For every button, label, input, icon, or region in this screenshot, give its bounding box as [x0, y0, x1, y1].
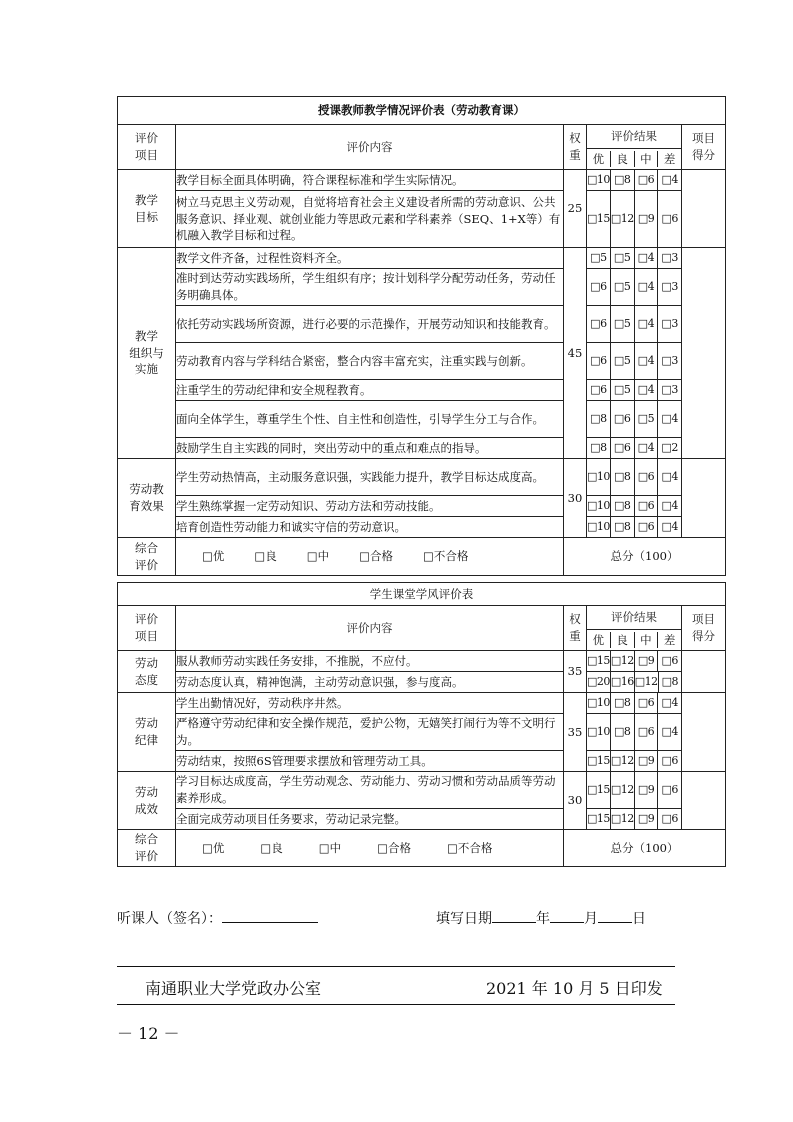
score-checkbox[interactable]: □9: [634, 191, 658, 247]
section-score-cell[interactable]: [682, 651, 726, 693]
score-options: [587, 401, 682, 438]
score-checkbox[interactable]: □10: [587, 696, 610, 709]
header-result: 评价结果: [587, 606, 682, 630]
score-checkbox[interactable]: □10: [587, 470, 610, 483]
score-choice-group: [587, 809, 681, 829]
criterion-text: 学习目标达成度高，学生劳动观念、劳动能力、劳动习惯和劳动品质等劳动素养形成。: [176, 772, 564, 809]
section-score-cell[interactable]: [682, 170, 726, 248]
score-checkbox[interactable]: □20: [587, 675, 610, 688]
score-checkbox[interactable]: □3: [657, 343, 681, 379]
section-name: 教学 目标: [118, 170, 176, 248]
table-row: [118, 343, 726, 380]
score-options: [587, 693, 682, 714]
score-choice-group: [587, 693, 681, 713]
score-choice-group: [587, 248, 681, 268]
grade-label: 优: [592, 632, 605, 647]
score-checkbox[interactable]: □8: [610, 496, 634, 516]
date-line: [436, 908, 646, 928]
score-checkbox[interactable]: □6: [634, 496, 658, 516]
score-checkbox[interactable]: □10: [587, 173, 610, 186]
score-choice-group: [587, 306, 681, 342]
header-result: 评价结果: [587, 125, 682, 149]
page-number: － 12 －: [117, 1024, 180, 1043]
score-checkbox[interactable]: □8: [590, 412, 607, 425]
score-checkbox[interactable]: □9: [634, 809, 658, 829]
criterion-text: 树立马克思主义劳动观，自觉将培育社会主义建设者所需的劳动意识、公共服务意识、择业观、就创业能力等思政元素和学科素养（SEQ、1+X等）有机融入教学目标和过程。: [176, 191, 564, 248]
score-options: [587, 672, 682, 693]
total-score: 总分（100）: [564, 538, 726, 576]
overall-row: [118, 830, 726, 867]
score-checkbox[interactable]: □6: [590, 280, 607, 293]
criterion-text: 面向全体学生，尊重学生个性、自主性和创造性，引导学生分工与合作。: [176, 401, 564, 438]
score-checkbox[interactable]: □8: [590, 441, 607, 454]
score-choice-group: [587, 401, 681, 437]
table-row: [118, 438, 726, 459]
table-row: [118, 496, 726, 517]
grade-labels: [587, 632, 681, 649]
score-checkbox[interactable]: □6: [590, 354, 607, 367]
score-checkbox[interactable]: □5: [610, 269, 634, 305]
year-label: 年: [536, 911, 550, 927]
score-choice-group: [587, 496, 681, 516]
score-checkbox[interactable]: □16: [610, 672, 634, 692]
score-checkbox[interactable]: □12: [610, 191, 634, 247]
table-title: 授课教师教学情况评价表（劳动教育课）: [118, 97, 726, 125]
overall-checkbox[interactable]: □优: [202, 549, 225, 564]
score-choice-group: [587, 517, 681, 537]
grade-labels: [587, 151, 681, 168]
score-choice-group: [587, 343, 681, 379]
score-checkbox[interactable]: □8: [610, 714, 634, 750]
score-checkbox[interactable]: □6: [590, 383, 607, 396]
table-row: [118, 248, 726, 269]
score-checkbox[interactable]: □4: [634, 438, 658, 458]
score-checkbox[interactable]: □4: [657, 496, 681, 516]
overall-checkbox[interactable]: □不合格: [447, 840, 493, 855]
score-checkbox[interactable]: □12: [634, 672, 658, 692]
score-options: [587, 269, 682, 306]
overall-options: [176, 830, 564, 867]
section-weight: 35: [564, 693, 587, 772]
section-score-cell[interactable]: [682, 248, 726, 459]
score-options: [587, 170, 682, 191]
overall-checkbox[interactable]: □中: [306, 549, 330, 564]
score-checkbox[interactable]: □9: [634, 651, 658, 671]
overall-checkbox[interactable]: □良: [260, 840, 283, 855]
grade-header: [587, 630, 682, 651]
criterion-text: 准时到达劳动实践场所，学生组织有序；按计划科学分配劳动任务，劳动任务明确具体。: [176, 269, 564, 306]
score-options: [587, 306, 682, 343]
score-checkbox[interactable]: □6: [657, 191, 681, 247]
signature-label: 听课人（签名）：: [117, 911, 222, 927]
criterion-text: 学生出勤情况好，劳动秩序井然。: [176, 693, 564, 714]
score-options: [587, 343, 682, 380]
criterion-text: 教学目标全面具体明确，符合课程标准和学生实际情况。: [176, 170, 564, 191]
score-checkbox[interactable]: □6: [590, 317, 607, 330]
score-checkbox[interactable]: □5: [610, 380, 634, 400]
score-choice-group: [587, 672, 681, 692]
score-checkbox[interactable]: □3: [657, 306, 681, 342]
overall-checkbox[interactable]: □不合格: [423, 549, 469, 564]
score-choice-group: [587, 714, 681, 750]
score-checkbox[interactable]: □5: [610, 343, 634, 379]
criterion-text: 全面完成劳动项目任务要求，劳动记录完整。: [176, 809, 564, 830]
header-score: 项目 得分: [682, 606, 726, 651]
overall-checkbox[interactable]: □合格: [377, 840, 411, 855]
score-checkbox[interactable]: □15: [587, 812, 610, 825]
score-checkbox[interactable]: □4: [657, 401, 681, 437]
score-choice-group: [587, 751, 681, 771]
section-name: 劳动 态度: [118, 651, 176, 693]
table-row: [118, 517, 726, 538]
overall-options: [176, 538, 564, 576]
score-choice-group: [587, 651, 681, 671]
grade-header: [587, 149, 682, 170]
criterion-text: 注重学生的劳动纪律和安全规程教育。: [176, 380, 564, 401]
overall-checkbox[interactable]: □良: [254, 549, 277, 564]
score-choice-group: [587, 191, 681, 247]
overall-checkbox[interactable]: □中: [318, 840, 342, 855]
score-checkbox[interactable]: □8: [610, 459, 634, 495]
grade-label: 良: [610, 151, 634, 168]
score-checkbox[interactable]: □3: [657, 248, 681, 268]
score-checkbox[interactable]: □6: [634, 714, 658, 750]
table-row: [118, 651, 726, 672]
table-row: [118, 751, 726, 772]
footer-rule-top: [117, 966, 675, 967]
day-blank[interactable]: [598, 909, 632, 923]
table-row: [118, 714, 726, 751]
score-checkbox[interactable]: □5: [590, 251, 607, 264]
table-row: [118, 380, 726, 401]
score-checkbox[interactable]: □6: [634, 170, 658, 190]
score-checkbox[interactable]: □12: [610, 751, 634, 771]
score-checkbox[interactable]: □15: [587, 212, 610, 225]
score-checkbox[interactable]: □12: [610, 772, 634, 808]
score-checkbox[interactable]: □6: [657, 809, 681, 829]
score-options: [587, 809, 682, 830]
grade-label: 差: [657, 151, 681, 168]
section-score-cell[interactable]: [682, 693, 726, 772]
score-checkbox[interactable]: □6: [634, 459, 658, 495]
score-checkbox[interactable]: □8: [610, 693, 634, 713]
month-label: 月: [584, 911, 598, 927]
header-item: 评价 项目: [118, 606, 176, 651]
overall-option-group: [176, 548, 563, 565]
criterion-text: 培育创造性劳动能力和诚实守信的劳动意识。: [176, 517, 564, 538]
section-weight: 30: [564, 459, 587, 538]
score-options: [587, 714, 682, 751]
overall-option-group: [176, 840, 563, 857]
section-score-cell[interactable]: [682, 459, 726, 538]
signature-line: [117, 908, 318, 928]
score-checkbox[interactable]: □10: [587, 499, 610, 512]
score-checkbox[interactable]: □15: [587, 654, 610, 667]
header-weight: 权 重: [564, 606, 587, 651]
header-item: 评价 项目: [118, 125, 176, 170]
score-checkbox[interactable]: □4: [634, 248, 658, 268]
header-score: 项目 得分: [682, 125, 726, 170]
score-checkbox[interactable]: □15: [587, 783, 610, 796]
score-checkbox[interactable]: □12: [610, 651, 634, 671]
score-checkbox[interactable]: □3: [657, 380, 681, 400]
section-score-cell[interactable]: [682, 772, 726, 830]
score-checkbox[interactable]: □4: [634, 306, 658, 342]
footer-issue-date: 2021 年 10 月 5 日印发: [486, 979, 663, 998]
table-row: [118, 269, 726, 306]
header-content: 评价内容: [176, 125, 564, 170]
overall-checkbox[interactable]: □合格: [359, 549, 393, 564]
score-choice-group: [587, 380, 681, 400]
table-row: [118, 772, 726, 809]
table-row: [118, 809, 726, 830]
score-choice-group: [587, 772, 681, 808]
score-checkbox[interactable]: □8: [658, 672, 681, 692]
score-options: [587, 651, 682, 672]
grade-label: 差: [657, 632, 681, 649]
section-name: 劳动 成效: [118, 772, 176, 830]
score-choice-group: [587, 170, 681, 190]
table-row: [118, 672, 726, 693]
score-checkbox[interactable]: □5: [634, 401, 658, 437]
teacher-evaluation-table: [117, 96, 726, 576]
score-checkbox[interactable]: □4: [657, 714, 681, 750]
table-row: [118, 170, 726, 191]
criterion-text: 劳动教育内容与学科结合紧密，整合内容丰富充实，注重实践与创新。: [176, 343, 564, 380]
header-weight: 权 重: [564, 125, 587, 170]
score-checkbox[interactable]: □6: [610, 438, 634, 458]
score-checkbox[interactable]: □6: [657, 772, 681, 808]
score-options: [587, 772, 682, 809]
criterion-text: 劳动结束，按照6S管理要求摆放和管理劳动工具。: [176, 751, 564, 772]
criterion-text: 依托劳动实践场所资源，进行必要的示范操作，开展劳动知识和技能教育。: [176, 306, 564, 343]
score-choice-group: [587, 438, 681, 458]
score-checkbox[interactable]: □6: [634, 517, 658, 537]
score-checkbox[interactable]: □10: [587, 520, 610, 533]
year-blank[interactable]: [492, 909, 536, 923]
criterion-text: 学生熟练掌握一定劳动知识、劳动方法和劳动技能。: [176, 496, 564, 517]
table-row: [118, 191, 726, 248]
grade-label: 中: [634, 151, 658, 168]
score-checkbox[interactable]: □4: [634, 343, 658, 379]
score-checkbox[interactable]: □6: [634, 693, 658, 713]
total-score: 总分（100）: [564, 830, 726, 867]
score-checkbox[interactable]: □6: [657, 751, 681, 771]
score-checkbox[interactable]: □5: [610, 306, 634, 342]
table-row: [118, 401, 726, 438]
score-options: [587, 438, 682, 459]
footer-org: 南通职业大学党政办公室: [145, 979, 322, 998]
criterion-text: 学生劳动热情高，主动服务意识强，实践能力提升，教学目标达成度高。: [176, 459, 564, 496]
overall-label: 综合 评价: [118, 830, 176, 867]
table-row: [118, 693, 726, 714]
score-checkbox[interactable]: □6: [657, 651, 681, 671]
score-checkbox[interactable]: □8: [610, 170, 634, 190]
grade-label: 优: [592, 151, 605, 166]
score-options: [587, 517, 682, 538]
score-checkbox[interactable]: □5: [610, 248, 634, 268]
criterion-text: 服从教师劳动实践任务安排，不推脱，不应付。: [176, 651, 564, 672]
student-evaluation-table: [117, 582, 726, 867]
score-checkbox[interactable]: □4: [634, 269, 658, 305]
criterion-text: 鼓励学生自主实践的同时，突出劳动中的重点和难点的指导。: [176, 438, 564, 459]
header-content: 评价内容: [176, 606, 564, 651]
score-choice-group: [587, 459, 681, 495]
score-checkbox[interactable]: □9: [634, 751, 658, 771]
footer-rule-bottom: [117, 1004, 675, 1005]
day-label: 日: [632, 911, 646, 927]
overall-label: 综合 评价: [118, 538, 176, 576]
section-weight: 45: [564, 248, 587, 459]
section-name: 教学 组织与 实施: [118, 248, 176, 459]
score-checkbox[interactable]: □4: [657, 517, 681, 537]
score-checkbox[interactable]: □4: [634, 380, 658, 400]
signature-blank[interactable]: [222, 909, 318, 923]
score-options: [587, 191, 682, 248]
criterion-text: 严格遵守劳动纪律和安全操作规范，爱护公物，无嬉笑打闹行为等不文明行为。: [176, 714, 564, 751]
overall-row: [118, 538, 726, 576]
score-options: [587, 380, 682, 401]
score-options: [587, 459, 682, 496]
score-checkbox[interactable]: □8: [610, 517, 634, 537]
overall-checkbox[interactable]: □优: [202, 840, 225, 855]
table-title: 学生课堂学风评价表: [118, 583, 726, 606]
score-checkbox[interactable]: □2: [657, 438, 681, 458]
score-checkbox[interactable]: □4: [657, 170, 681, 190]
score-checkbox[interactable]: □10: [587, 725, 610, 738]
score-checkbox[interactable]: □12: [610, 809, 634, 829]
score-checkbox[interactable]: □9: [634, 772, 658, 808]
section-name: 劳动教 育效果: [118, 459, 176, 538]
score-options: [587, 248, 682, 269]
section-weight: 30: [564, 772, 587, 830]
month-blank[interactable]: [550, 909, 584, 923]
score-options: [587, 751, 682, 772]
score-checkbox[interactable]: □15: [587, 754, 610, 767]
score-checkbox[interactable]: □6: [610, 401, 634, 437]
grade-label: 良: [610, 632, 634, 649]
date-label: 填写日期: [436, 911, 492, 927]
score-choice-group: [587, 269, 681, 305]
section-name: 劳动 纪律: [118, 693, 176, 772]
section-weight: 25: [564, 170, 587, 248]
score-options: [587, 496, 682, 517]
table-row: [118, 459, 726, 496]
table-row: [118, 306, 726, 343]
criterion-text: 教学文件齐备，过程性资料齐全。: [176, 248, 564, 269]
score-checkbox[interactable]: □4: [657, 693, 681, 713]
grade-label: 中: [634, 632, 658, 649]
section-weight: 35: [564, 651, 587, 693]
criterion-text: 劳动态度认真，精神饱满，主动劳动意识强，参与度高。: [176, 672, 564, 693]
score-checkbox[interactable]: □3: [657, 269, 681, 305]
score-checkbox[interactable]: □4: [657, 459, 681, 495]
